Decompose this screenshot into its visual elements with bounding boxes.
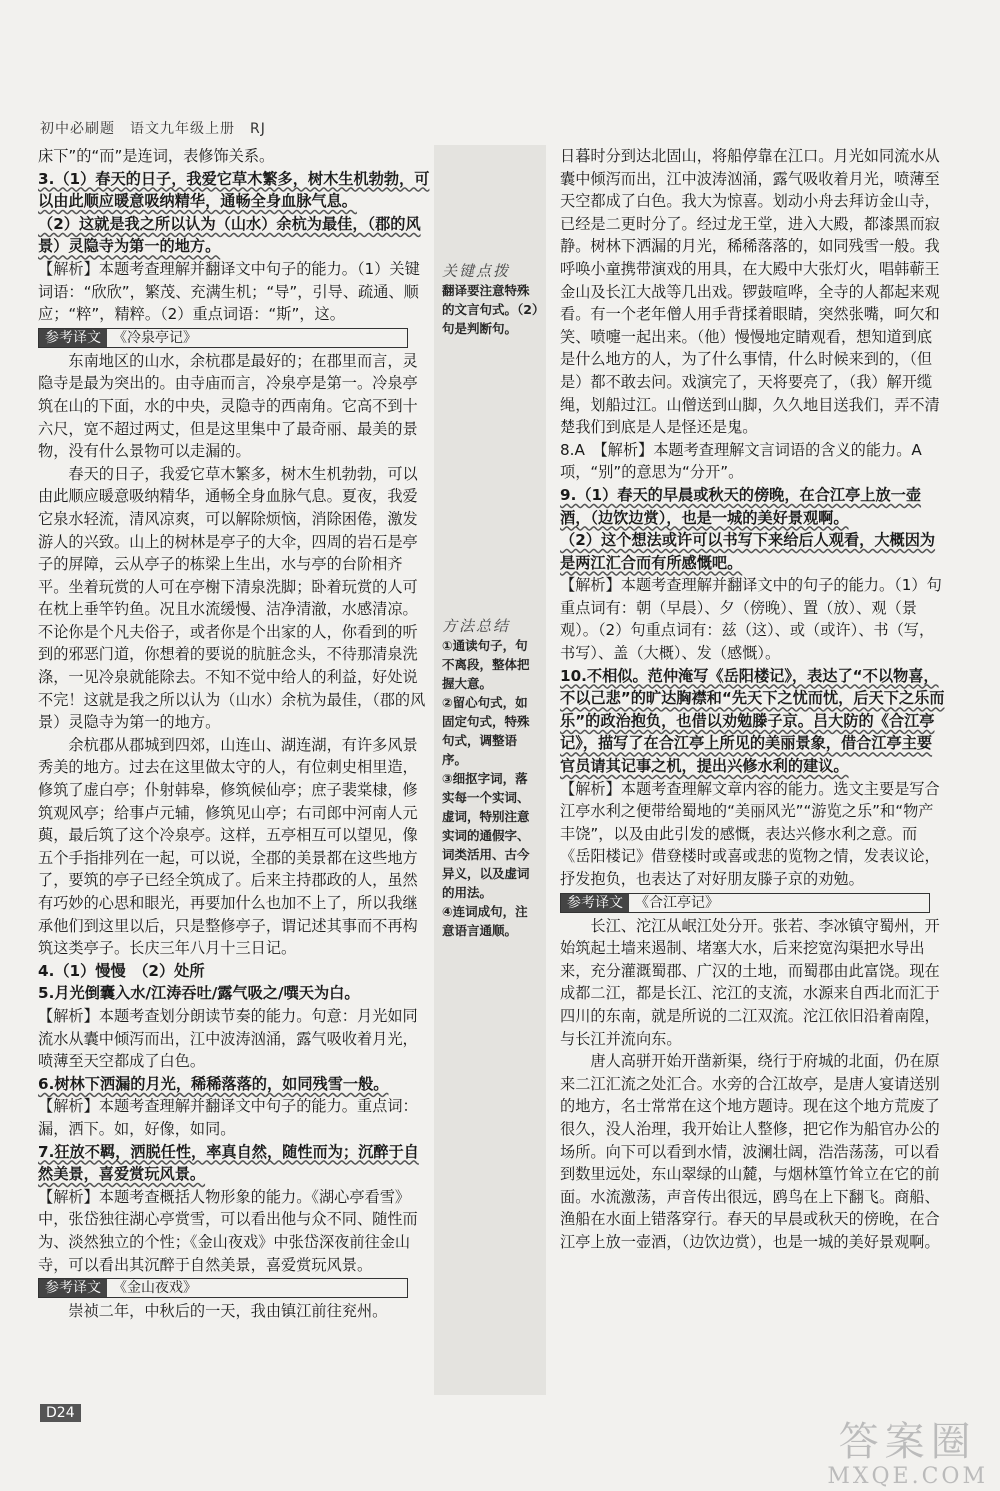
reference-label: 参考译文 — [39, 1279, 107, 1297]
reference-title: 《合江亭记》 — [635, 894, 719, 911]
note-title: 关键点拨 — [442, 262, 511, 280]
note-text: 翻译要注意特殊的文言句式。（2）句是判断句。 — [442, 283, 539, 336]
watermark-logo — [827, 1420, 988, 1489]
reference-title: 《金山夜戏》 — [113, 1280, 197, 1297]
translation-paragraph: 唐人高骈开始开凿新渠，绕行于府城的北面，仍在原来二江汇流之处汇合。水旁的合江故亭，是唐人宴请送别的地方，名士常常在这个地方题诗。现在这个地方荒废了很久，没人治理，我开始让人整修，把它作为船官办公的场所。向下可以看到水情，波澜壮阔，浩浩荡荡，可以看到数里远处，东山翠绿的山麓，与烟林篁竹耸立在它的前面。水流激荡，声音传出很远，鸥鸟在上下翻飞。商船、渔船在水面上错落穿行。春天的早晨或秋天的傍晚，在合江亭上放一壶酒，（边饮边赏），也是一城的美好景观啊。 — [560, 1052, 940, 1251]
analysis-6: 【解析】本题考查理解并翻译文中句子的能力。重点词：漏，洒下。如，好像，如同。 — [38, 1097, 418, 1138]
translation-paragraph: 日暮时分到达北固山，将船停靠在江口。月光如同流水从囊中倾泻而出，江中波涛汹涌，露气吸收着月光，喷薄至天空都成了白色。我大为惊喜。划动小舟去拜访金山寺，已经是二更时分了。经过龙王堂，进入大殿，都漆黑而寂静。树林下洒漏的月光，稀稀落落的，如同残雪一般。我呼唤小童携带演戏的用具，在大殿中大张灯火，唱韩蕲王金山及长江大战等几出戏。锣鼓喧哗，全寺的人都起来观看。有一个老年僧人用手背揉着眼睛，突然张嘴，呵欠和笑、喷嚏一起出来。（他）慢慢地定睛观看，想知道到底是什么地方的人，为了什么事情，什么时候来到的，（但是）都不敢去问。戏演完了，天将要亮了，（我）解开缆绳，划船过江。山僧送到山脚，久久地目送我们，弄不清楚我们到底是人是怪还是鬼。 — [560, 147, 940, 437]
translation-paragraph: 崇祯二年，中秋后的一天，我由镇江前往兖州。 — [68, 1302, 388, 1321]
reference-title: 《冷泉亭记》 — [113, 329, 197, 346]
note-item: ①通读句子，句不离段，整体把握大意。 — [442, 638, 530, 691]
reference-label: 参考译文 — [39, 329, 107, 347]
translation-paragraph: 东南地区的山水，余杭郡是最好的；在郡里而言，灵隐寺是最为突出的。由寺庙而言，冷泉亭是第一。冷泉亭筑在山的下面，水的中央，灵隐寺的西南角。它高不到十六尺，宽不超过两丈，但是这里集中了最奇丽、最美的景物，没有什么景物可以走漏的。 — [38, 351, 418, 461]
answer-3-2: （2）这就是我之所以认为（山水）余杭为最佳，（郡的风景）灵隐寺为第一的地方。 — [38, 214, 421, 256]
reference-label: 参考译文 — [561, 894, 629, 912]
analysis-10: 【解析】本题考查理解文章内容的能力。选文主要是写合江亭水利之便带给蜀地的“美丽风光”“游览之乐”和“物产丰饶”，以及由此引发的感慨，表达兴修水利之意。而《岳阳楼记》借登楼时或喜或悲的览物之情，发表议论，抒发抱负，也表达了对好朋友滕子京的劝勉。 — [560, 779, 940, 888]
analysis-7: 【解析】本题考查概括人物形象的能力。《湖心亭看雪》中，张岱独往湖心亭赏雪，可以看出他与众不同、随性而为、淡然独立的个性；《金山夜戏》中张岱深夜前往金山寺，可以看出其沉醉于自然美景，喜爱赏玩风景。 — [38, 1187, 418, 1274]
page-number: D24 — [40, 1404, 81, 1422]
answer-9-2: （2）这个想法或许可以书写下来给后人观看，大概因为是两江汇合而有所感慨吧。 — [560, 531, 936, 572]
translation-paragraph: 春天的日子，我爱它草木繁多，树木生机勃勃，可以由此顺应暖意吸纳精华，通畅全身血脉气息。夏夜，我爱它泉水轻流，清风凉爽，可以解除烦恼，消除困倦，激发游人的兴致。山上的树林是亭子的大伞，四周的岩石是亭子的屏障，云从亭子的栋梁上生出，水与亭的台阶相齐平。坐着玩赏的人可在亭榭下清泉洗脚；卧着玩赏的人可在枕上垂竿钓鱼。况且水流缓慢、洁净清澈，水感清凉。不论你是个凡夫俗子，或者你是个出家的人，你看到的听到的邪恶门道，你想着的要说的肮脏念头，不待那清泉洗涤，一见冷泉就能除去。不知不觉中给人的利益，好处说不完！这就是我之所以认为（山水）余杭为最佳，（郡的风景）灵隐寺为第一的地方。 — [38, 464, 426, 732]
note-item: ③细抠字词，落实每一个实词、虚词，特别注意实词的通假字、词类活用、古今异义，以及虚词的用法。 — [442, 771, 530, 900]
method-summary-note — [442, 615, 540, 940]
reference-translation-box — [38, 328, 408, 348]
reference-translation-box — [560, 893, 930, 913]
answer-7: 7.狂放不羁，洒脱任性，率真自然，随性而为；沉醉于自然美景，喜爱赏玩风景。 — [38, 1142, 419, 1184]
answer-9-1: 9.（1）春天的早晨或秋天的傍晚，在合江亭上放一壶酒，（边饮边赏），也是一城的美好景观啊。 — [560, 485, 922, 527]
answer-6: 6.树林下洒漏的月光，稀稀落落的，如同残雪一般。 — [38, 1074, 389, 1093]
answer-10: 10.不相似。范仲淹写《岳阳楼记》，表达了“不以物喜，不以己悲”的旷达胸襟和“先天下之忧而忧，后天下之乐而乐”的政治抱负，也借以劝勉滕子京。吕大防的《合江亭记》，描写了在合江亭上所见的美丽景象，借合江亭主要官员请其记事之机，提出兴修水利的建议。 — [560, 666, 945, 776]
left-column — [38, 145, 430, 1323]
note-item: ②留心句式，如固定句式，特殊句式，调整语序。 — [442, 695, 530, 767]
answer-8: 8.A 【解析】本题考查理解文言词语的含义的能力。A项，“别”的意思为“分开”。 — [560, 440, 922, 482]
running-header: 初中必刷题 语文九年级上册 RJ — [40, 121, 266, 137]
sidebar-notes — [434, 145, 546, 1395]
analysis-3: 【解析】本题考查理解并翻译文中句子的能力。（1）关键词语：“欣欣”，繁茂、充满生机；“导”，引导、疏通、顺应；“粹”，精粹。（2）重点词语：“斯”，这。 — [38, 259, 420, 324]
answer-3-1: 3.（1）春天的日子，我爱它草木繁多，树木生机勃勃，可以由此顺应暖意吸纳精华，通畅全身血脉气息。 — [38, 169, 430, 211]
key-tip-note — [442, 260, 540, 338]
answer-5: 5.月光倒囊入水/江涛吞吐/露气吸之/噀天为白。 — [38, 984, 360, 1003]
analysis-5: 【解析】本题考查划分朗读节奏的能力。句意：月光如同流水从囊中倾泻而出，江中波涛汹涌，露气吸收着月光，喷薄至天空都成了白色。 — [38, 1006, 418, 1071]
note-item: ④连词成句，注意语言通顺。 — [442, 904, 528, 938]
answer-4: 4.（1）慢慢 （2）处所 — [38, 961, 205, 980]
note-title: 方法总结 — [442, 617, 511, 635]
right-column — [560, 145, 946, 1254]
analysis-9: 【解析】本题考查理解并翻译文中的句子的能力。（1）句重点词有：朝（早晨）、夕（傍晚）、置（放）、观（景观）。（2）句重点词有：兹（这）、或（或许）、书（写，书写）、盖（大概）、发（感慨）。 — [560, 576, 942, 663]
reference-translation-box — [38, 1278, 408, 1298]
watermark-text: 答案圈 — [838, 1419, 977, 1465]
translation-paragraph: 余杭郡从郡城到四郊，山连山、湖连湖，有许多风景秀美的地方。过去在这里做太守的人，有位刺史相里造，修筑了虚白亭；仆射韩皋，修筑候仙亭；庶子裴棠棣，修筑观风亭；给事卢元辅，修筑见山亭；右司郎中河南人元藇，最后筑了这个冷泉亭。这样，五亭相互可以望见，像五个手指排列在一起，可以说，全郡的美景都在这些地方了，要筑的亭子已经全筑成了。后来主持郡政的人，虽然有巧妙的心思和眼光，再要加什么也加不上了，所以我继承他们到这里以后，只是整修亭子，谓记述其事而不再构筑这类亭子。长庆三年八月十三日记。 — [38, 735, 418, 958]
text-line: 床下”的“而”是连词，表修饰关系。 — [38, 147, 275, 165]
watermark-url: MXQE.COM — [827, 1464, 988, 1489]
translation-paragraph: 长江、沱江从岷江处分开。张若、李冰镇守蜀州，开始筑起土墙来遏制、堵塞大水，后来挖宽沟渠把水导出来，充分灌溉蜀郡、广汉的土地，而蜀郡由此富饶。现在成都二江，都是长江、沱江的支流，水源来自西北而汇于四川的东南，就是所说的二江双流。沱江依旧沿着南隍，与长江并流向东。 — [560, 916, 940, 1048]
